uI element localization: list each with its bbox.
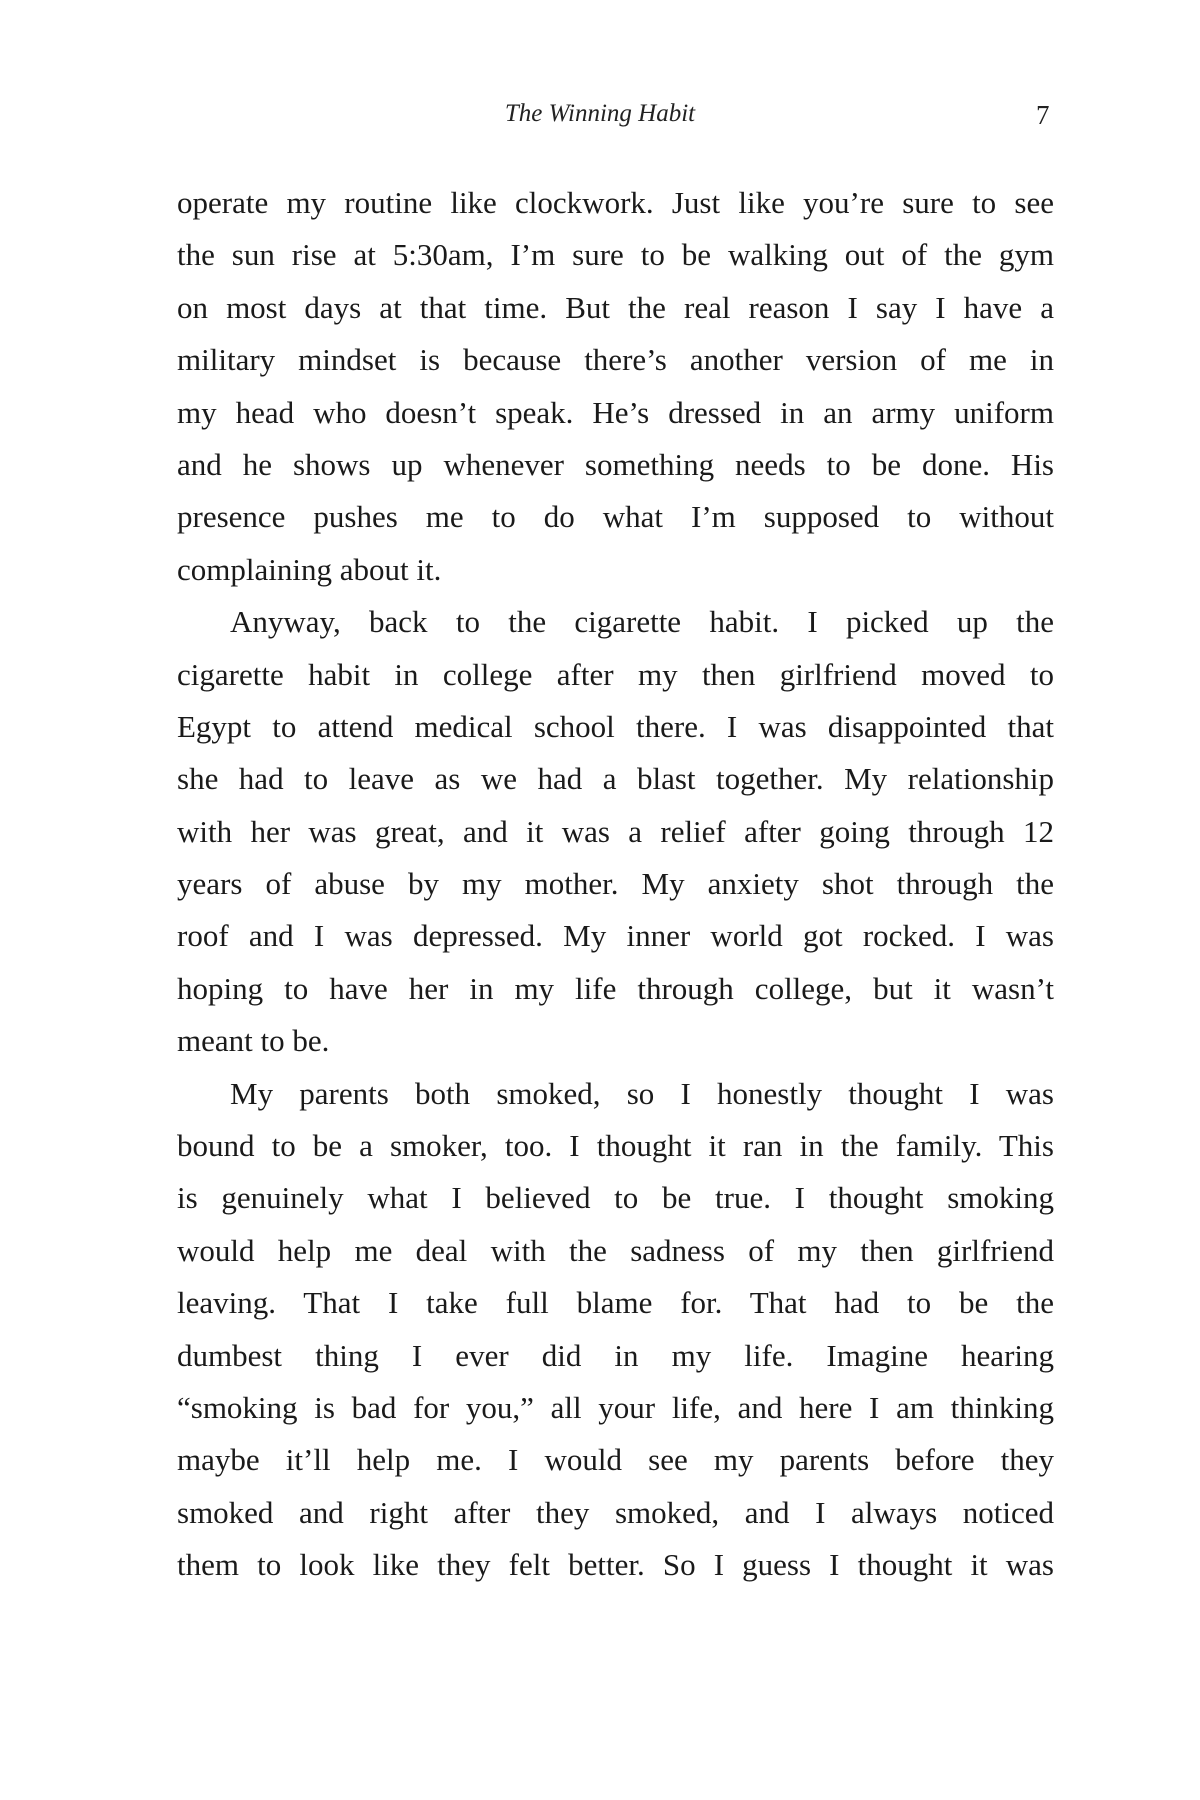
text-line: my head who doesn’t speak. He’s dressed in an army uniform bbox=[177, 394, 1054, 430]
text-line: roof and I was depressed. My inner world got rocked. I was bbox=[177, 918, 1054, 954]
text-line: Egypt to attend medical school there. I was disappointed that bbox=[177, 708, 1054, 744]
text-line: presence pushes me to do what I’m supposed to without bbox=[177, 499, 1054, 535]
text-line: would help me deal with the sadness of my then girlfriend bbox=[177, 1232, 1054, 1268]
text-line: leaving. That I take full blame for. That had to be the bbox=[177, 1285, 1054, 1321]
text-line: “smoking is bad for you,” all your life, and here I am thinking bbox=[177, 1389, 1054, 1425]
paragraph bbox=[177, 599, 1054, 1071]
text-line: Anyway, back to the cigarette habit. I picked up the bbox=[230, 604, 1054, 640]
paragraph bbox=[177, 1071, 1054, 1595]
text-line: smoked and right after they smoked, and I always noticed bbox=[177, 1494, 1054, 1530]
text-line: hoping to have her in my life through college, but it wasn’t bbox=[177, 970, 1054, 1006]
paragraph bbox=[177, 180, 1054, 599]
text-line: years of abuse by my mother. My anxiety shot through the bbox=[177, 866, 1054, 902]
running-head-title: The Winning Habit bbox=[504, 100, 696, 127]
text-line: she had to leave as we had a blast together. My relationship bbox=[177, 761, 1054, 797]
text-line: My parents both smoked, so I honestly thought I was bbox=[230, 1075, 1054, 1111]
text-line: military mindset is because there’s another version of me in bbox=[177, 342, 1054, 378]
text-line: with her was great, and it was a relief after going through 12 bbox=[177, 813, 1054, 849]
text-line: them to look like they felt better. So I guess I thought it was bbox=[177, 1547, 1054, 1583]
text-line: operate my routine like clockwork. Just like you’re sure to see bbox=[177, 185, 1054, 220]
text-line: on most days at that time. But the real reason I say I have a bbox=[177, 289, 1054, 325]
text-line: cigarette habit in college after my then girlfriend moved to bbox=[177, 656, 1054, 692]
text-line: complaining about it. bbox=[177, 551, 442, 587]
text-line: and he shows up whenever something needs to be done. His bbox=[177, 446, 1054, 482]
text-line: maybe it’ll help me. I would see my parents before they bbox=[177, 1442, 1054, 1478]
text-line: meant to be. bbox=[177, 1023, 330, 1059]
page-number: 7 bbox=[1036, 100, 1050, 130]
text-line: is genuinely what I believed to be true. I thought smoking bbox=[177, 1180, 1054, 1216]
text-line: dumbest thing I ever did in my life. Imagine hearing bbox=[177, 1337, 1054, 1373]
text-line: bound to be a smoker, too. I thought it ran in the family. This bbox=[177, 1128, 1054, 1164]
text-line: the sun rise at 5:30am, I’m sure to be walking out of the gym bbox=[177, 237, 1054, 273]
body-text bbox=[177, 180, 1054, 1595]
